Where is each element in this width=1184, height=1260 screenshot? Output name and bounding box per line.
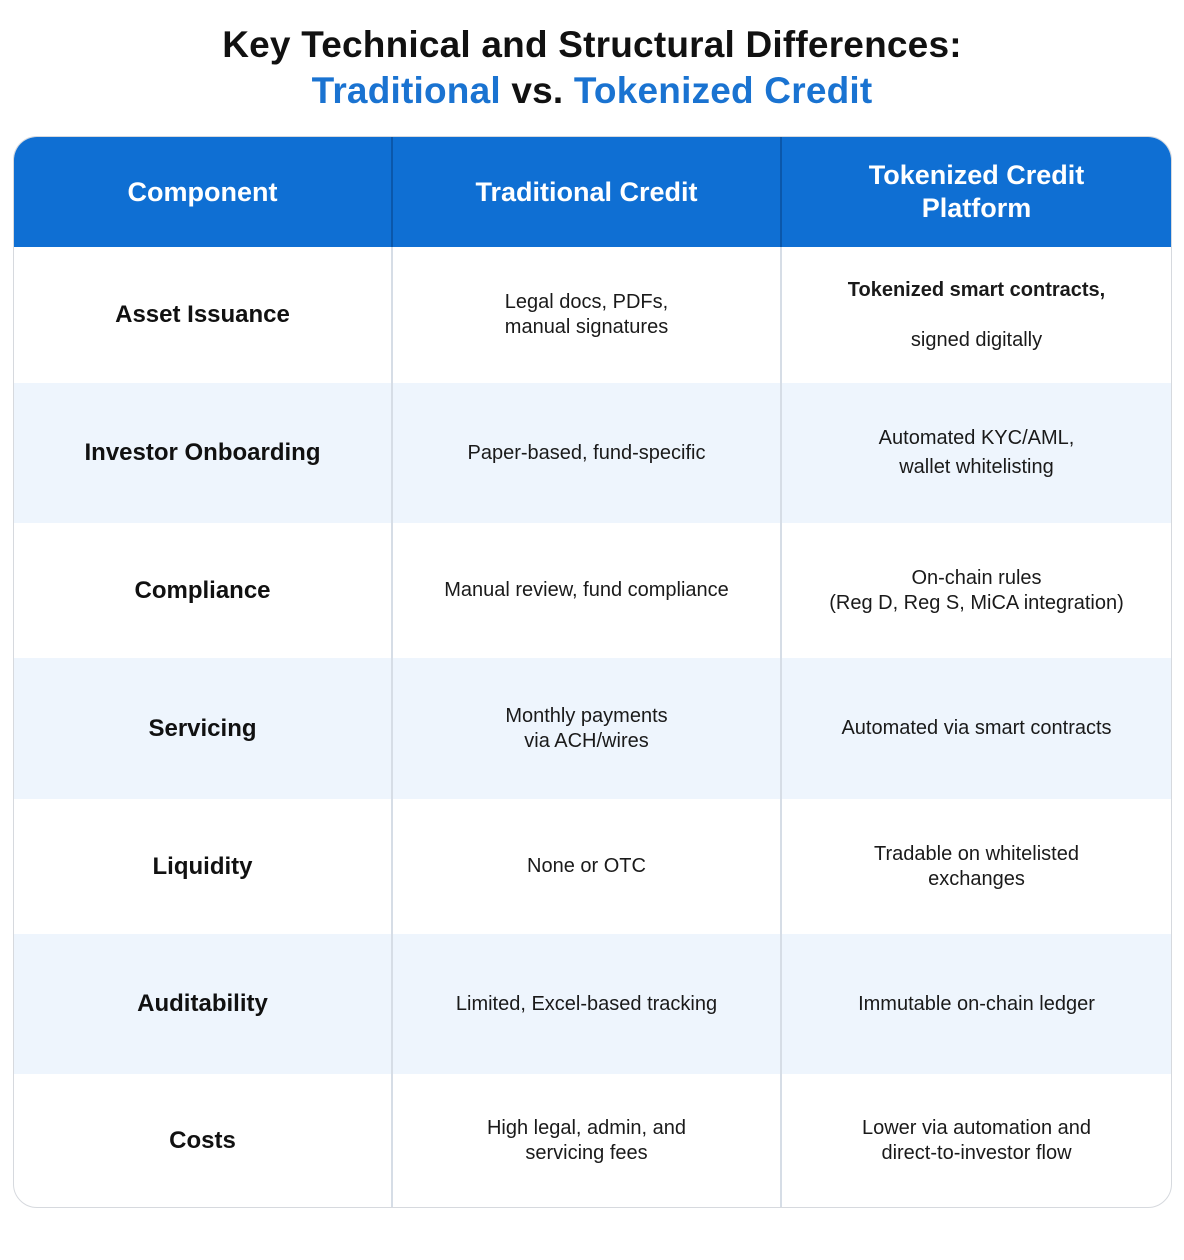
table-row (14, 934, 1171, 1074)
header-component: Component (127, 176, 278, 207)
header-traditional-credit: Traditional Credit (475, 176, 698, 207)
row-component: Investor Onboarding (84, 439, 321, 466)
header-divider (391, 137, 393, 247)
row-traditional: Limited, Excel-based tracking (455, 992, 718, 1015)
table-row (14, 383, 1171, 523)
table-row (14, 799, 1171, 934)
row-component: Servicing (148, 714, 257, 742)
row-traditional: High legal, admin, and servicing fees (486, 1116, 686, 1164)
row-component: Compliance (134, 576, 271, 604)
subtitle-traditional: Traditional (311, 70, 501, 111)
row-tokenized: Automated KYC/AML, wallet whitelisting (878, 427, 1075, 478)
row-tokenized: Immutable on-chain ledger (858, 992, 1095, 1015)
column-divider (780, 247, 782, 1207)
row-tokenized: Automated via smart contracts (841, 717, 1112, 739)
page-subtitle (0, 68, 1184, 114)
subtitle-vs: vs. (511, 70, 564, 111)
header-divider (780, 137, 782, 247)
subtitle-tokenized: Tokenized Credit (573, 70, 873, 111)
row-tokenized: On-chain rules (Reg D, Reg S, MiCA integration) (829, 566, 1124, 614)
table-row (14, 523, 1171, 658)
row-component: Liquidity (152, 852, 253, 880)
header-tokenized-credit: Tokenized Credit Platform (868, 160, 1085, 223)
row-tokenized-bold: Tokenized smart contracts, (847, 278, 1106, 301)
row-traditional: Manual review, fund compliance (444, 579, 729, 601)
comparison-table (13, 136, 1172, 1208)
column-divider (391, 247, 393, 1207)
row-tokenized-text: signed digitally (910, 328, 1043, 351)
row-traditional: None or OTC (527, 855, 646, 877)
row-tokenized (782, 247, 1171, 383)
row-tokenized: Lower via automation and direct-to-investor flow (861, 1116, 1092, 1164)
table-row (14, 658, 1171, 799)
row-traditional: Legal docs, PDFs, manual signatures (504, 291, 669, 338)
page-title: Key Technical and Structural Differences: (222, 24, 962, 65)
table-row (14, 1074, 1171, 1207)
row-traditional: Paper-based, fund-specific (467, 441, 706, 464)
row-traditional: Monthly payments via ACH/wires (505, 704, 668, 752)
row-component: Costs (169, 1126, 236, 1154)
row-component: Asset Issuance (115, 301, 290, 328)
row-component: Auditability (137, 990, 268, 1017)
table-header (14, 137, 1171, 247)
table-row (14, 247, 1171, 383)
row-tokenized: Tradable on whitelisted exchanges (874, 842, 1079, 890)
